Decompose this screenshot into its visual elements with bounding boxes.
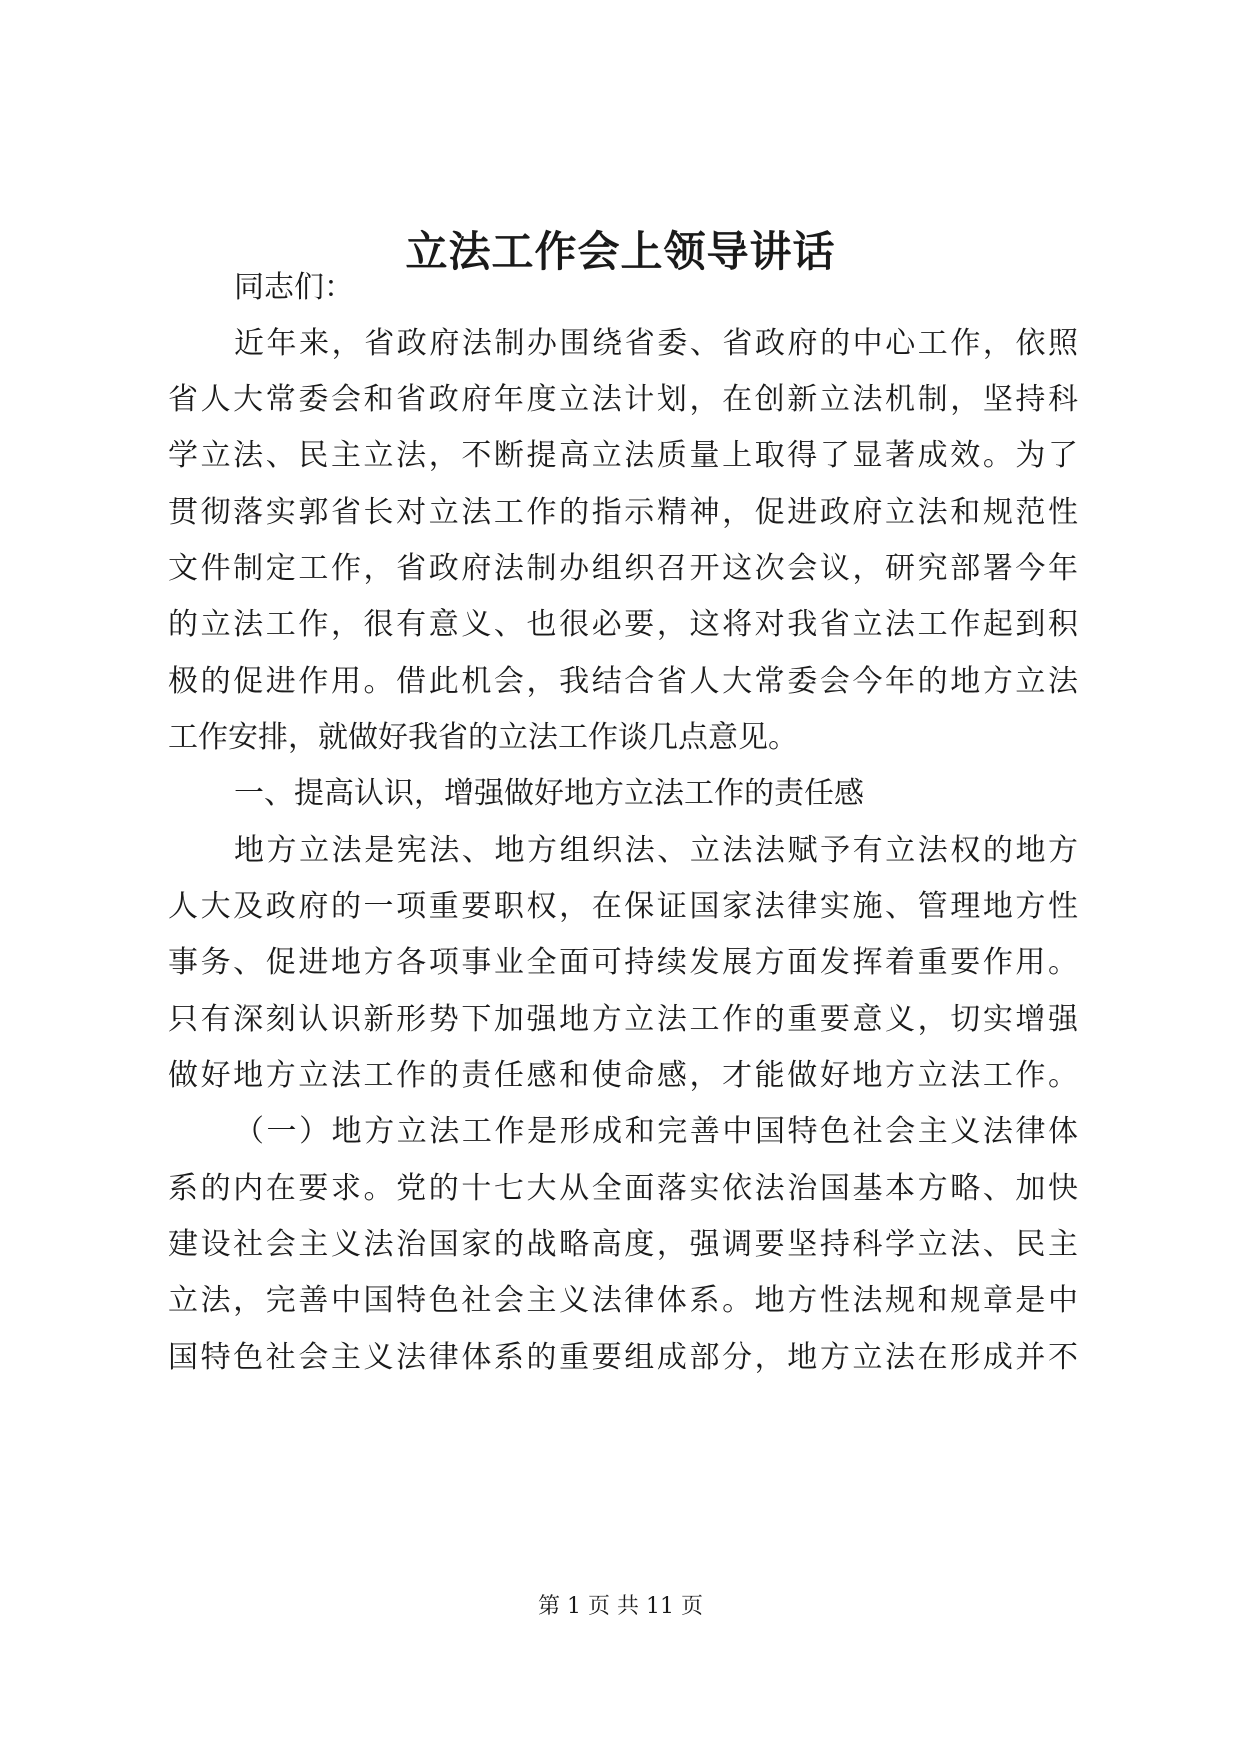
page-footer: 第 1 页 共 11 页 — [538, 1594, 703, 1619]
body-line: （一）地方立法工作是形成和完善中国特色社会主义法律体 — [234, 1114, 1078, 1149]
body-line: 的立法工作，很有意义、也很必要，这将对我省立法工作起到积 — [168, 607, 1078, 642]
body-line: 学立法、民主立法，不断提高立法质量上取得了显著成效。为了 — [168, 438, 1078, 473]
body-line: 贯彻落实郭省长对立法工作的指示精神，促进政府立法和规范性 — [168, 495, 1078, 530]
document-title: 立法工作会上领导讲话 — [405, 227, 836, 276]
section-heading: 一、提高认识，增强做好地方立法工作的责任感 — [234, 776, 864, 811]
body-line: 省人大常委会和省政府年度立法计划，在创新立法机制，坚持科 — [168, 382, 1078, 417]
body-line: 事务、促进地方各项事业全面可持续发展方面发挥着重要作用。 — [168, 945, 1078, 980]
body-line: 做好地方立法工作的责任感和使命感，才能做好地方立法工作。 — [168, 1058, 1078, 1093]
body-line: 国特色社会主义法律体系的重要组成部分，地方立法在形成并不 — [168, 1340, 1078, 1375]
body-line: 工作安排，就做好我省的立法工作谈几点意见。 — [168, 720, 798, 755]
body-line: 立法，完善中国特色社会主义法律体系。地方性法规和规章是中 — [168, 1283, 1078, 1318]
body-line: 系的内在要求。党的十七大从全面落实依法治国基本方略、加快 — [168, 1171, 1078, 1206]
body-line: 只有深刻认识新形势下加强地方立法工作的重要意义，切实增强 — [168, 1002, 1078, 1037]
body-line: 人大及政府的一项重要职权，在保证国家法律实施、管理地方性 — [168, 889, 1078, 924]
body-line: 建设社会主义法治国家的战略高度，强调要坚持科学立法、民主 — [168, 1227, 1078, 1262]
salutation: 同志们： — [234, 270, 354, 305]
body-line: 极的促进作用。借此机会，我结合省人大常委会今年的地方立法 — [168, 664, 1078, 699]
body-line: 文件制定工作，省政府法制办组织召开这次会议，研究部署今年 — [168, 551, 1078, 586]
body-line: 地方立法是宪法、地方组织法、立法法赋予有立法权的地方 — [234, 833, 1078, 868]
body-line: 近年来，省政府法制办围绕省委、省政府的中心工作，依照 — [234, 326, 1078, 361]
